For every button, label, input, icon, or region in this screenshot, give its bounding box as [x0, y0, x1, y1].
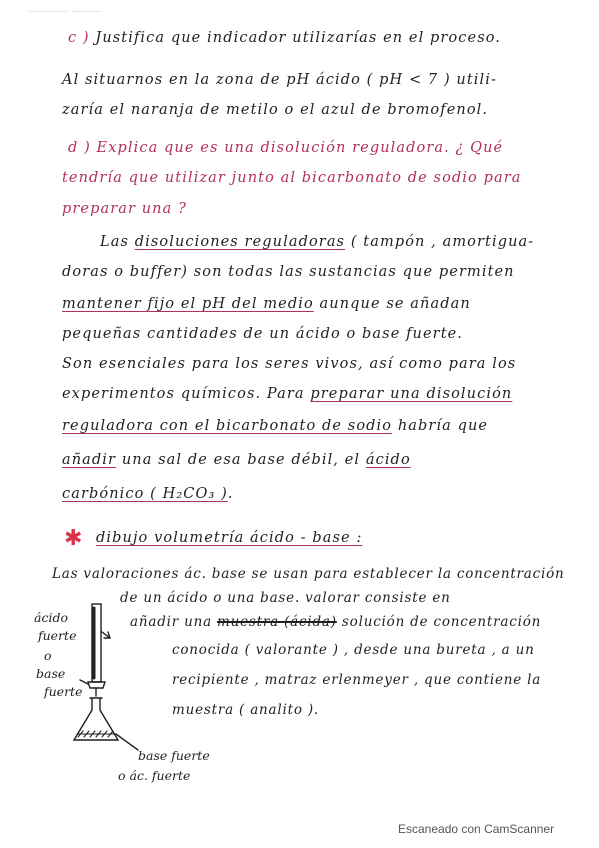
question-d-line-2: tendría que utilizar junto al bicarbonato de sodio para [62, 170, 522, 186]
drawing-section-title: dibujo volumetría ácido - base : [96, 530, 363, 546]
drawing-text-l3-post: solución de concentración [341, 614, 542, 630]
answer-d-l1-pre: Las [100, 234, 130, 250]
drawing-text-line-2: de un ácido o una base. valorar consiste en [120, 590, 451, 606]
scanner-footer: Escaneado con CamScanner [398, 822, 555, 836]
answer-c-line-1: Al situarnos en la zona de pH ácido ( pH < 7 ) utili- [62, 72, 498, 88]
question-c-marker: c ) [68, 30, 90, 46]
answer-d-l6-pre: experimentos químicos. Para [62, 386, 305, 402]
faint-header-text: ———— ——— [28, 6, 102, 17]
answer-d-l1-underlined: disoluciones reguladoras [134, 234, 346, 250]
answer-d-l3-underlined: mantener fijo el pH del medio [62, 296, 314, 312]
answer-d-l8-underlined-2: ácido [365, 452, 411, 468]
question-d-line-3: preparar una ? [62, 201, 187, 217]
question-c-text: Justifica que indicador utilizarías en el proceso. [95, 30, 502, 46]
drawing-text-line-5: recipiente , matraz erlenmeyer , que contiene la [172, 672, 542, 688]
answer-d-l6-underlined: preparar una disolución [310, 386, 513, 402]
fig-label-o-ac-fuerte: o ác. fuerte [118, 768, 191, 783]
answer-c-line-2: zaría el naranja de metilo o el azul de bromofenol. [62, 102, 489, 118]
fig-label-base-fuerte: base fuerte [138, 748, 210, 763]
fig-label-o: o [44, 648, 52, 663]
fig-label-fuerte-1: fuerte [38, 628, 77, 643]
answer-d-l9-underlined: carbónico ( H₂CO₃ ) [62, 486, 228, 502]
answer-d-line-8 [62, 452, 411, 468]
flask-pointer [116, 734, 138, 750]
drawing-text-line-6: muestra ( analito ). [172, 702, 320, 718]
titration-drawing [60, 600, 180, 760]
answer-d-line-2: doras o buffer) son todas las sustancias que permiten [62, 264, 515, 280]
burette-stopcock [88, 682, 105, 688]
star-bullet-icon: ✱ [64, 526, 83, 551]
struck-out-word: muestra (ácida) [217, 614, 337, 630]
answer-d-line-7 [62, 418, 488, 434]
drawing-text-line-3 [130, 614, 541, 630]
flask-liquid [77, 731, 115, 737]
answer-d-l8-mid: una sal de esa base débil, el [121, 452, 361, 468]
answer-d-l8-underlined-1: añadir [62, 452, 117, 468]
stopcock-pointer [80, 680, 88, 684]
answer-d-line-3 [62, 296, 471, 312]
question-d-line-1: d ) Explica que es una disolución reguladora. ¿ Qué [68, 140, 504, 156]
fig-label-acido: ácido [34, 610, 68, 625]
answer-d-l7-post: habría que [397, 418, 489, 434]
answer-d-line-1 [100, 234, 534, 250]
answer-d-line-5: Son esenciales para los seres vivos, así como para los [62, 356, 517, 372]
answer-d-l7-underlined: reguladora con el bicarbonato de sodio [62, 418, 393, 434]
answer-d-l1-post: ( tampón , amortigua- [350, 234, 535, 250]
drawing-text-line-1: Las valoraciones ác. base se usan para establecer la concentración [52, 566, 565, 582]
answer-d-l3-post: aunque se añadan [319, 296, 471, 312]
answer-d-line-6 [62, 386, 512, 402]
drawing-text-l3-pre: añadir una [130, 614, 212, 630]
answer-d-line-4: pequeñas cantidades de un ácido o base fuerte. [62, 326, 464, 342]
question-c [68, 30, 501, 46]
drawing-text-line-4: conocida ( valorante ) , desde una bureta , a un [172, 642, 535, 658]
fig-label-fuerte-2: fuerte [44, 684, 83, 699]
answer-d-line-9 [62, 486, 234, 502]
answer-d-l9-post: . [227, 486, 234, 502]
fig-label-base: base [36, 666, 66, 681]
